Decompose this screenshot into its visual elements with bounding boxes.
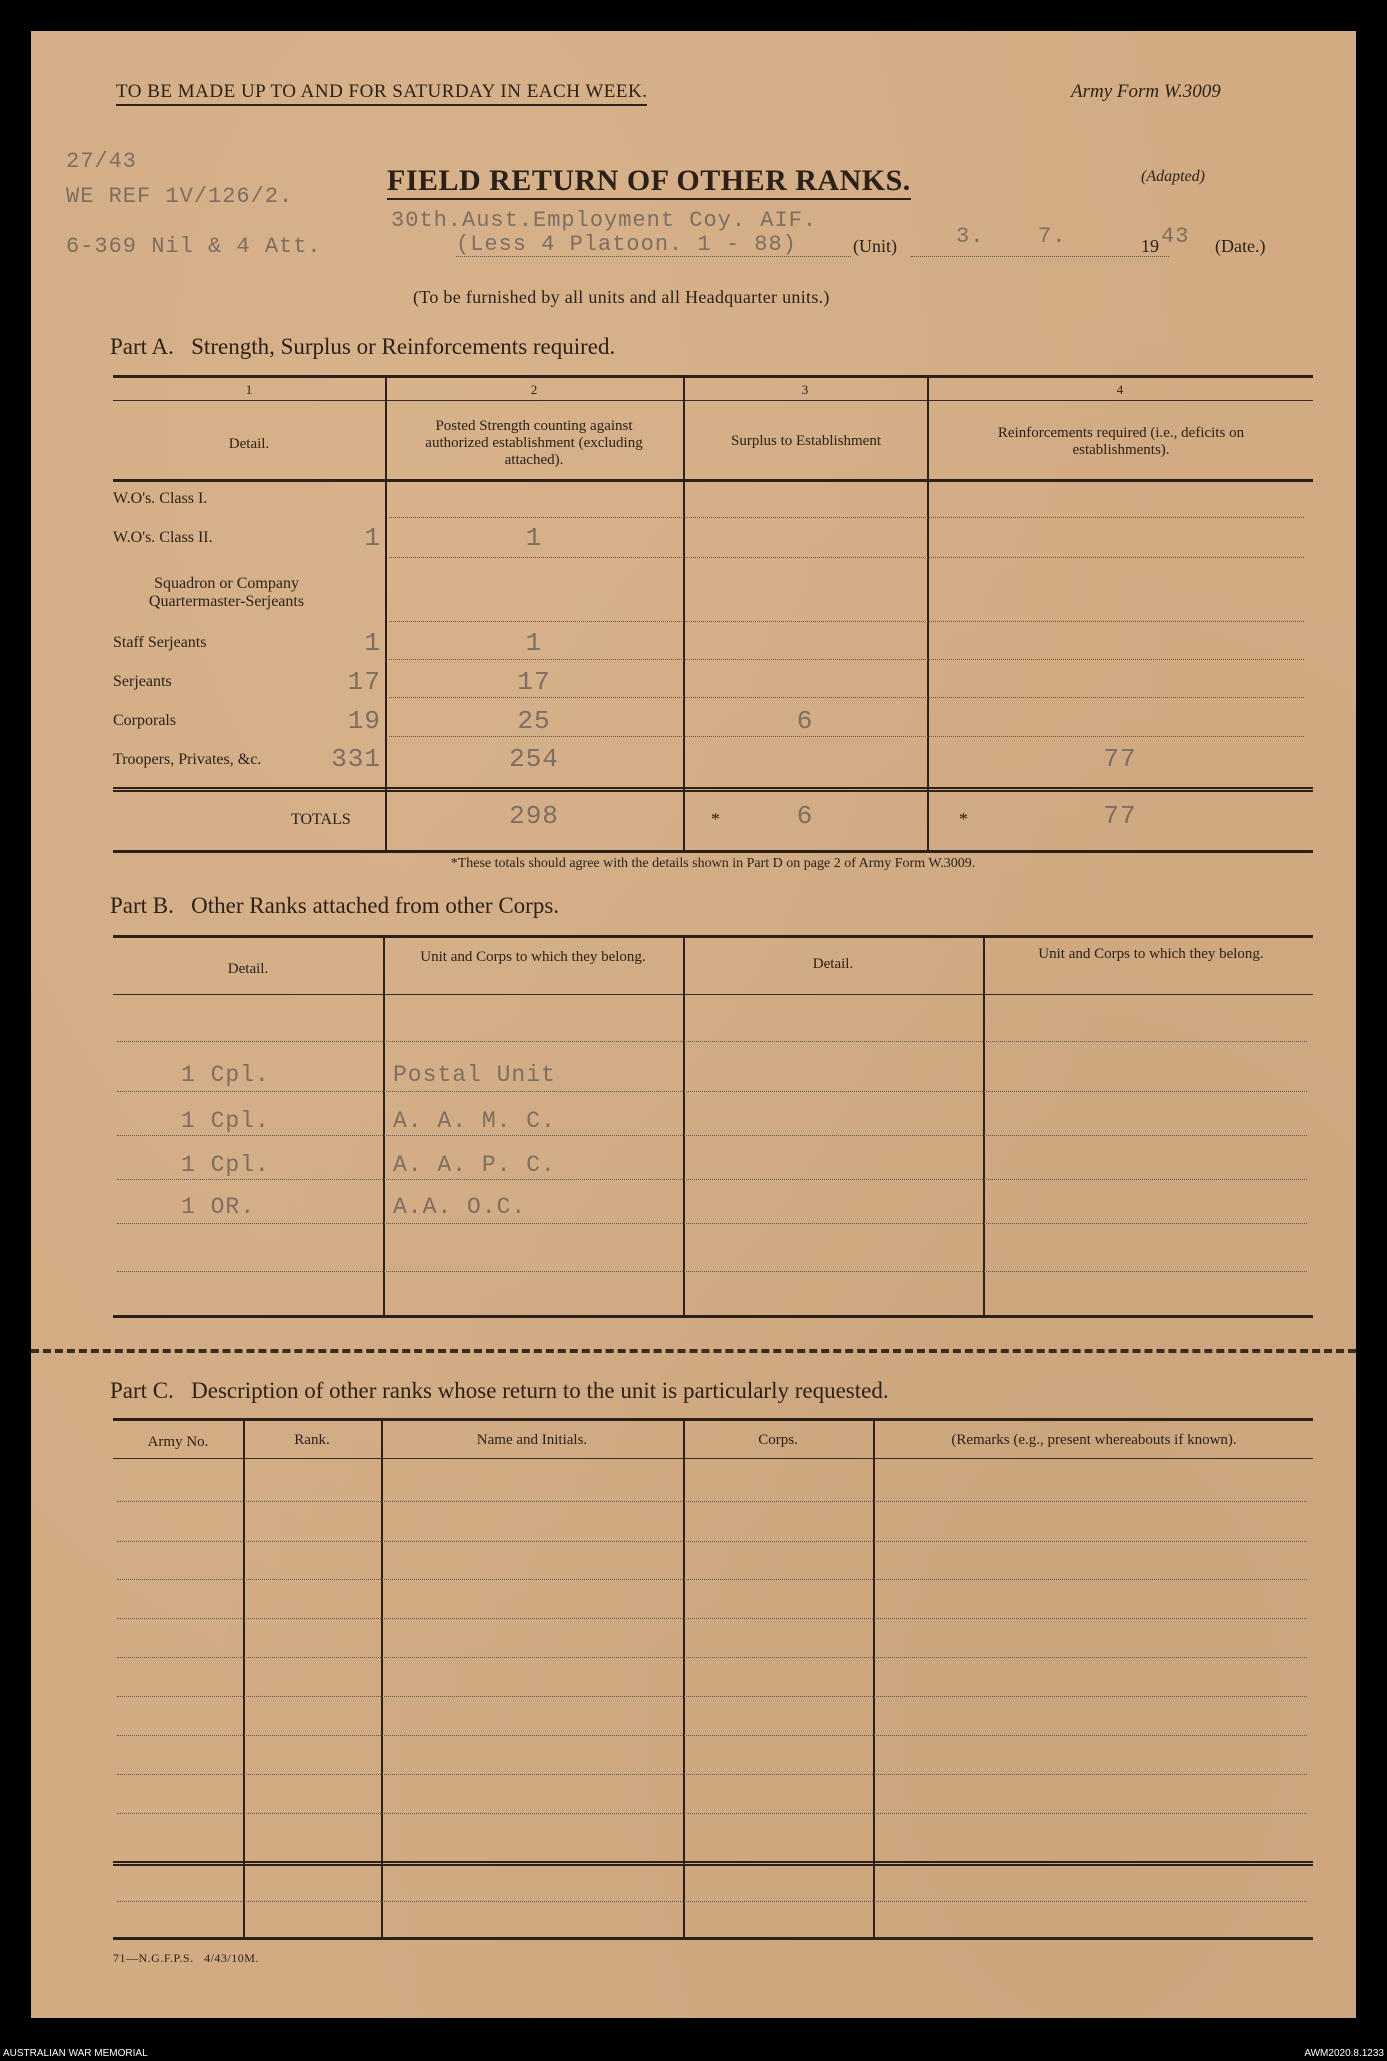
- col-num-4: 4: [1116, 382, 1124, 397]
- typed-ref-1: 27/43: [66, 149, 138, 174]
- part-c-heading: Part C. Description of other ranks whose return to the unit is particularly requested.: [110, 1378, 889, 1403]
- c-col-header-army-no: Army No.: [147, 1434, 209, 1450]
- adapted-note: (Adapted): [1141, 168, 1205, 185]
- posted-wo-class-2: 1: [525, 523, 543, 553]
- typed-unit-line-2: (Less 4 Platoon. 1 - 88): [456, 232, 797, 257]
- col-header-posted: Posted Strength counting against authorized establishment (excluding attached).: [425, 418, 643, 468]
- date-dotted-line: [911, 256, 1169, 257]
- row-label-privates: Troopers, Privates, &c.: [113, 751, 262, 768]
- date-century: 19: [1141, 236, 1159, 256]
- b-row-1-unit: Postal Unit: [393, 1062, 556, 1088]
- typed-date-day: 3.: [956, 224, 985, 249]
- total-surplus: 6: [796, 801, 814, 831]
- part-b-heading: Part B. Other Ranks attached from other Corps.: [110, 893, 560, 918]
- c-col-header-remarks: (Remarks (e.g., present whereabouts if known).: [951, 1432, 1237, 1448]
- unit-label: (Unit): [853, 236, 897, 256]
- col-header-surplus: Surplus to Establishment: [731, 433, 881, 449]
- b-col-header-unit-2: Unit and Corps to which they belong.: [1038, 946, 1264, 962]
- col-header-detail: Detail.: [228, 436, 270, 452]
- reinf-privates: 77: [1103, 744, 1137, 774]
- row-label-staff-serjeants: Staff Serjeants: [113, 634, 207, 651]
- b-row-2-detail: 1 Cpl.: [181, 1108, 270, 1134]
- typed-ref-2: WE REF 1V/126/2.: [66, 184, 294, 209]
- b-row-3-detail: 1 Cpl.: [181, 1152, 270, 1178]
- typed-date-year: 43: [1161, 224, 1190, 249]
- b-row-4-unit: A.A. O.C.: [393, 1194, 527, 1220]
- row-label-serjeants: Serjeants: [113, 673, 172, 690]
- row-label-wo-class-2: W.O's. Class II.: [113, 529, 213, 546]
- part-a-heading: Part A. Strength, Surplus or Reinforcements required.: [110, 334, 616, 359]
- b-row-3-unit: A. A. P. C.: [393, 1152, 556, 1178]
- col-num-3: 3: [801, 382, 809, 397]
- form-number: Army Form W.3009: [1071, 81, 1221, 102]
- total-posted: 298: [509, 801, 559, 831]
- est-serjeants: 17: [347, 667, 381, 697]
- row-label-cqms: Squadron or Company Quartermaster-Serjeants: [148, 575, 305, 610]
- col-num-2: 2: [530, 382, 538, 397]
- footer-right-text: AWM2020.8.1233: [1304, 2048, 1384, 2059]
- typed-date-month: 7.: [1038, 224, 1067, 249]
- est-privates: 331: [331, 744, 381, 774]
- totals-label: TOTALS: [291, 811, 351, 828]
- part-a-footnote: *These totals should agree with the details shown in Part D on page 2 of Army Form W.3009.: [450, 856, 976, 871]
- row-label-corporals: Corporals: [113, 712, 177, 729]
- est-staff-serjeants: 1: [364, 628, 381, 658]
- b-row-1-detail: 1 Cpl.: [181, 1062, 270, 1088]
- perforation-line: [31, 1349, 1356, 1353]
- col-num-1: 1: [245, 382, 253, 397]
- c-col-header-name: Name and Initials.: [476, 1432, 588, 1448]
- instruction-line: TO BE MADE UP TO AND FOR SATURDAY IN EACH WEEK.: [116, 81, 647, 106]
- est-wo-class-2: 1: [364, 523, 381, 553]
- posted-corporals: 25: [517, 706, 551, 736]
- row-label-wo-class-1: W.O's. Class I.: [113, 490, 208, 507]
- b-row-2-unit: A. A. M. C.: [393, 1108, 556, 1134]
- posted-staff-serjeants: 1: [525, 628, 543, 658]
- total-surplus-asterisk: *: [711, 809, 720, 829]
- unit-dotted-line: [456, 256, 851, 257]
- footer-left-text: AUSTRALIAN WAR MEMORIAL: [3, 2048, 148, 2059]
- b-col-header-detail-2: Detail.: [812, 956, 854, 972]
- furnish-note: (To be furnished by all units and all Headquarter units.): [413, 287, 830, 307]
- c-col-header-corps: Corps.: [758, 1432, 798, 1448]
- date-label: (Date.): [1215, 236, 1266, 256]
- typed-ref-3: 6-369 Nil & 4 Att.: [66, 234, 322, 259]
- b-col-header-unit-1: Unit and Corps to which they belong.: [420, 949, 646, 965]
- posted-privates: 254: [509, 744, 559, 774]
- col-header-reinforcements: Reinforcements required (i.e., deficits on establishments).: [997, 425, 1245, 458]
- printer-imprint: 71—N.G.F.P.S. 4/43/10M.: [113, 1951, 259, 1965]
- form-title: FIELD RETURN OF OTHER RANKS.: [387, 164, 911, 200]
- total-reinforcements: 77: [1103, 801, 1137, 831]
- form-sheet: [31, 31, 1356, 2018]
- surplus-corporals: 6: [796, 706, 814, 736]
- archive-footer: [0, 2047, 1387, 2061]
- b-col-header-detail-1: Detail.: [227, 961, 269, 977]
- typed-unit-line-1: 30th.Aust.Employment Coy. AIF.: [391, 208, 818, 233]
- posted-serjeants: 17: [517, 667, 551, 697]
- total-reinf-asterisk: *: [959, 809, 968, 829]
- c-col-header-rank: Rank.: [294, 1432, 330, 1448]
- est-corporals: 19: [347, 706, 381, 736]
- b-row-4-detail: 1 OR.: [181, 1194, 256, 1220]
